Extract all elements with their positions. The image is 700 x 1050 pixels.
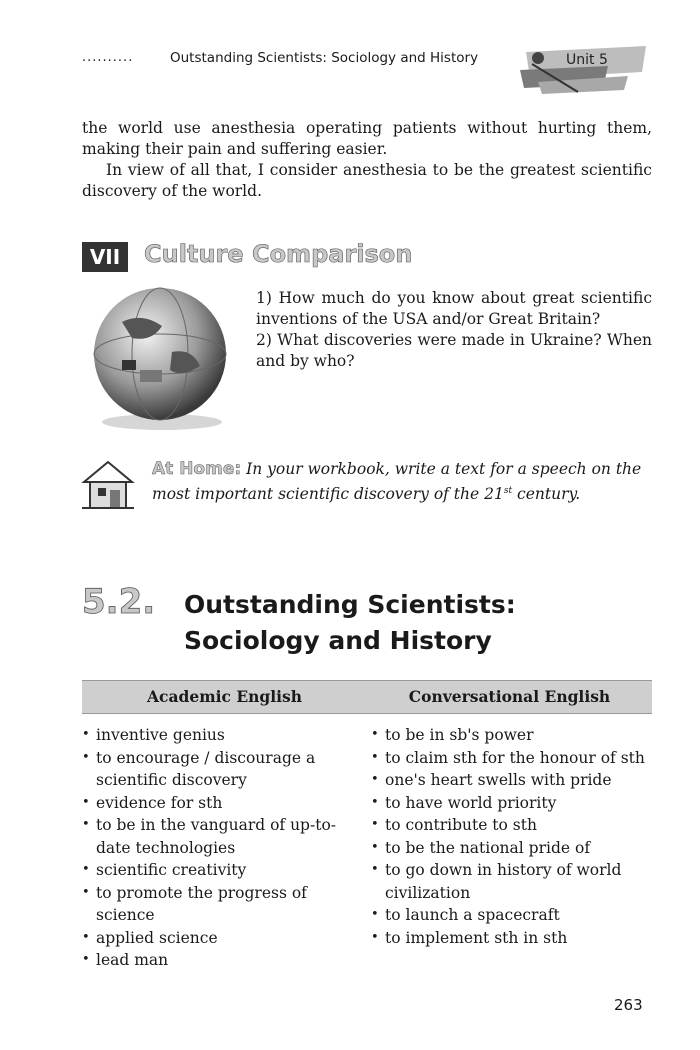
header-dots: .......... <box>82 50 134 65</box>
at-home-label: At Home: <box>152 459 242 479</box>
conversational-item: • to contribute to sth <box>371 814 652 837</box>
academic-item: • to promote the progress of science <box>82 882 363 927</box>
question-1: 1) How much do you know about great scientific inventions of the USA and/or Great Britain? <box>256 289 652 328</box>
at-home-text-end: century. <box>512 485 581 504</box>
section-number-badge: VII <box>82 242 128 272</box>
conversational-item: • to be the national pride of <box>371 837 652 860</box>
at-home-task <box>152 458 652 505</box>
section-vii-heading <box>82 238 482 274</box>
academic-item: • evidence for sth <box>82 792 363 815</box>
conversational-item: • to implement sth in sth <box>371 927 652 950</box>
page-number: 263 <box>614 996 643 1014</box>
conversational-item: • to claim sth for the honour of sth <box>371 747 652 770</box>
house-icon <box>78 456 138 512</box>
academic-item: • scientific creativity <box>82 859 363 882</box>
conversational-item: • to be in sb's power <box>371 724 652 747</box>
globe-icon <box>82 282 232 432</box>
academic-column <box>82 724 363 972</box>
section-5-2-number: 5.2. <box>82 582 156 622</box>
at-home-superscript: st <box>503 486 513 496</box>
intro-text <box>82 118 652 202</box>
conversational-item: • to have world priority <box>371 792 652 815</box>
intro-paragraph-2: In view of all that, I consider anesthesia to be the greatest scientific discovery of the world. <box>82 161 652 200</box>
unit-tab <box>518 42 648 94</box>
vocabulary-table <box>82 680 652 972</box>
culture-questions <box>256 288 652 372</box>
section-title: Culture Comparison <box>144 240 413 268</box>
academic-item: • inventive genius <box>82 724 363 747</box>
intro-paragraph-1: the world use anesthesia operating patients without hurting them, making their pain and suffering easier. <box>82 119 652 158</box>
conversational-item: • one's heart swells with pride <box>371 769 652 792</box>
conversational-english-header: Conversational English <box>408 687 611 706</box>
section-5-2-title-line-1: Outstanding Scientists: <box>184 590 516 619</box>
running-title: Outstanding Scientists: Sociology and History <box>170 50 479 66</box>
conversational-item: • to go down in history of world civilization <box>371 859 652 904</box>
unit-tab-graphic <box>518 42 648 94</box>
unit-label: Unit 5 <box>566 52 608 68</box>
vocabulary-header <box>82 680 652 714</box>
globe-illustration <box>82 282 232 432</box>
question-2: 2) What discoveries were made in Ukraine? When and by who? <box>256 331 652 370</box>
at-home-text: In your workbook, write a text for a speech on the most important scientific discovery of the 21 <box>152 460 642 504</box>
academic-item: • applied science <box>82 927 363 950</box>
conversational-item: • to launch a spacecraft <box>371 904 652 927</box>
academic-english-header: Academic English <box>146 687 303 706</box>
section-5-2-title-line-2: Sociology and History <box>184 626 492 655</box>
academic-item: • to be in the vanguard of up-to-date technologies <box>82 814 363 859</box>
academic-item: • to encourage / discourage a scientific discovery <box>82 747 363 792</box>
academic-item: • lead man <box>82 949 363 972</box>
section-5-2-heading <box>82 582 662 672</box>
conversational-column <box>363 724 652 972</box>
running-header <box>0 40 700 100</box>
